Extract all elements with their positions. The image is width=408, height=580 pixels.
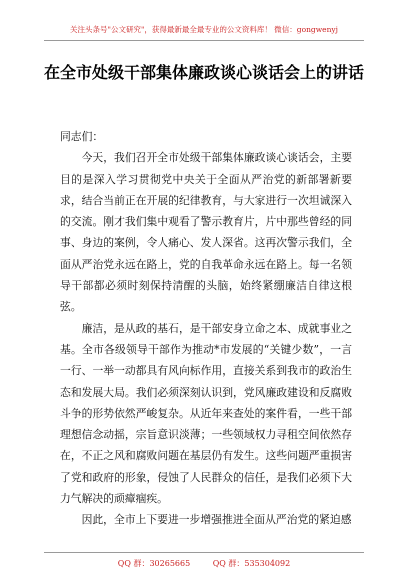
document-body: [60, 126, 352, 531]
footer-qq-group-1: QQ 群：30265665: [117, 559, 191, 568]
document-title: 在全市处级干部集体廉政谈心谈话会上的讲话: [43, 63, 364, 82]
header-banner: 关注头条号"公文研究"，获得最新最全最专业的公文资料库！ 微信：gongwenyj: [70, 25, 338, 34]
footer-qq-group-2: QQ 群：535304092: [212, 559, 291, 568]
paragraph: 今天，我们召开全市处级干部集体廉政谈心谈话会，主要目的是深入学习贯彻党中央关于全面从严治党的新部署新要求，结合当前正在开展的纪律教育，与大家进行一次坦诚深入的交流。刚才我们集中观看了警示教育片，片中那些曾经的同事、身边的案例，令人痛心、发人深省。这再次警示我们，全面从严治党永远在路上，党的自我革命永远在路上。每一名领导干部都必须时刻保持清醒的头脑，始终紧绷廉洁自律这根弦。: [60, 151, 352, 314]
footer-divider: [44, 552, 364, 553]
footer: [0, 558, 408, 569]
header-divider: [44, 40, 364, 41]
paragraph: 廉洁，是从政的基石，是干部安身立命之本、成就事业之基。全市各级领导干部作为推动*市发展的“关键少数”，一言一行、一举一动都具有风向标作用，直接关系到我市的政治生态和发展大局。我们必须深刻认识到，党风廉政建设和反腐败斗争的形势依然严峻复杂。从近年来查处的案件看，一些干部理想信念动摇，宗旨意识淡薄；一些领域权力寻租空间依然存在，不正之风和腐败问题在基层仍有发生。这些问题严重损害了党和政府的形象，侵蚀了人民群众的信任，是我们必须下大力气解决的顽瘴痼疾。: [60, 321, 352, 506]
salutation: 同志们：: [60, 130, 104, 143]
paragraph: 因此，全市上下要进一步增强推进全面从严治党的紧迫感: [81, 513, 352, 527]
